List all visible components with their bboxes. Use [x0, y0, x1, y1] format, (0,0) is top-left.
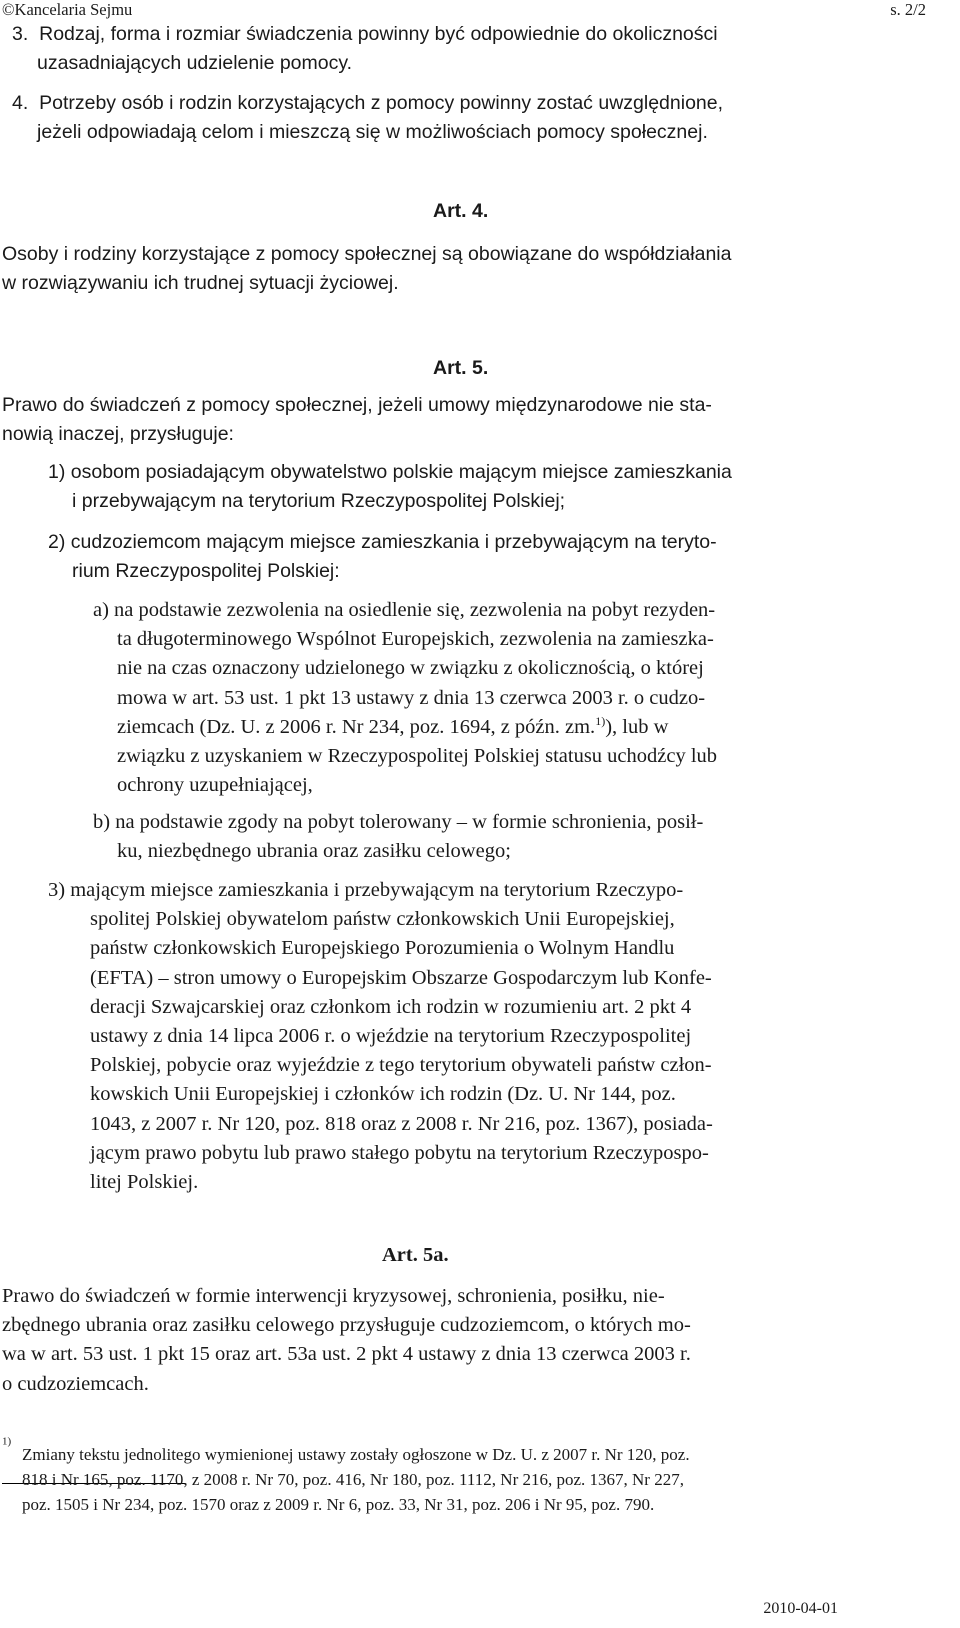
- art4-line: Osoby i rodziny korzystające z pomocy społecznej są obowiązane do współdziałania: [2, 243, 732, 265]
- art5-pa-line: mowa w art. 53 ust. 1 pkt 13 ustawy z dnia 13 czerwca 2003 r. o cudzo-: [117, 686, 706, 709]
- footnote-marker-wrap: [2, 1436, 11, 1456]
- art5-p2-line: rium Rzeczypospolitej Polskiej:: [72, 560, 340, 582]
- art3-item3-number: 3.: [12, 23, 29, 45]
- art3-item3-line: Rodzaj, forma i rozmiar świadczenia powinny być odpowiednie do okoliczności: [39, 23, 718, 45]
- art5a-text: [2, 1282, 847, 1399]
- art3-item4-line: jeżeli odpowiadają celom i mieszczą się w możliwościach pomocy społecznej.: [37, 121, 708, 143]
- art5-pa-line-tail: ), lub w: [605, 715, 669, 738]
- art3-item4: [12, 89, 842, 147]
- footnote-line: Zmiany tekstu jednolitego wymienionej ustawy zostały ogłoszone w Dz. U. z 2007 r. Nr 120, poz.: [22, 1445, 690, 1464]
- art5-point-3: [48, 876, 848, 1197]
- page-number: s. 2/2: [890, 0, 926, 19]
- art5a-heading: Art. 5a.: [382, 1244, 449, 1266]
- footnote-text: [22, 1442, 842, 1517]
- art5-point-2a: [93, 596, 843, 800]
- art5-p3-line: 3) mającym miejsce zamieszkania i przebywającym na terytorium Rzeczypo-: [48, 879, 684, 901]
- art4-heading: Art. 4.: [433, 200, 489, 222]
- art5-pa-line: nie na czas oznaczony udzielonego w związku z okolicznością, o której: [117, 657, 704, 680]
- art5-point-2: [48, 528, 848, 586]
- header-source: ©Kancelaria Sejmu: [2, 0, 133, 19]
- footer-date: 2010-04-01: [763, 1600, 838, 1617]
- art3-item4-number: 4.: [12, 92, 29, 114]
- art5-p3-line: (EFTA) – stron umowy o Europejskim Obszarze Gospodarczym lub Konfe-: [90, 966, 712, 989]
- art5a-line: wa w art. 53 ust. 1 pkt 15 oraz art. 53a ust. 2 pkt 4 ustawy z dnia 13 czerwca 2003 r.: [2, 1343, 691, 1366]
- art5-p3-line: spolitej Polskiej obywatelom państw członkowskich Unii Europejskiej,: [90, 908, 675, 931]
- footnote-line: poz. 1505 i Nr 234, poz. 1570 oraz z 2009 r. Nr 6, poz. 33, Nr 31, poz. 206 i Nr 95, poz. 790.: [22, 1495, 655, 1514]
- art5-intro-line: nowią inaczej, przysługuje:: [2, 423, 234, 445]
- art3-item3-line: uzasadniających udzielenie pomocy.: [37, 52, 353, 74]
- art5-heading: Art. 5.: [433, 357, 489, 379]
- art5-pa-line: ochrony uzupełniającej,: [117, 774, 313, 797]
- art5-p3-line: kowskich Unii Europejskiej i członków ich rodzin (Dz. U. Nr 144, poz.: [90, 1083, 676, 1106]
- art5-p3-line: jącym prawo pobytu lub prawo stałego pobytu na terytorium Rzeczypospo-: [90, 1141, 709, 1164]
- art5-pa-line: ziemcach (Dz. U. z 2006 r. Nr 234, poz. 1694, z późn. zm.: [117, 715, 596, 738]
- art5-pa-line: ta długoterminowego Wspólnot Europejskich, zezwolenia na zamieszka-: [117, 628, 714, 651]
- art5-pb-line: ku, niezbędnego ubrania oraz zasiłku celowego;: [117, 840, 511, 863]
- art3-item3: [12, 20, 842, 78]
- art5-pb-line: b) na podstawie zgody na pobyt tolerowany – w formie schronienia, posił-: [93, 811, 704, 833]
- art5-intro-line: Prawo do świadczeń z pomocy społecznej, jeżeli umowy międzynarodowe nie sta-: [2, 394, 712, 416]
- art5-p3-line: 1043, z 2007 r. Nr 120, poz. 818 oraz z 2008 r. Nr 216, poz. 1367), posiada-: [90, 1112, 713, 1135]
- art5-p3-line: ustawy z dnia 14 lipca 2006 r. o wjeździe na terytorium Rzeczypospolitej: [90, 1025, 692, 1048]
- art5a-line: o cudzoziemcach.: [2, 1372, 149, 1395]
- art5-p1-line: 1) osobom posiadającym obywatelstwo polskie mającym miejsce zamieszkania: [48, 461, 732, 483]
- art5-point-2b: [93, 808, 843, 866]
- art4-line: w rozwiązywaniu ich trudnej sytuacji życiowej.: [2, 272, 399, 294]
- art5-p3-line: państw członkowskich Europejskiego Porozumienia o Wolnym Handlu: [90, 937, 675, 960]
- footnote-line: 818 i Nr 165, poz. 1170, z 2008 r. Nr 70, poz. 416, Nr 180, poz. 1112, Nr 216, poz. 1367, Nr 227,: [22, 1470, 684, 1489]
- art5-intro: [2, 391, 842, 449]
- footnote-marker: 1): [2, 1435, 12, 1448]
- art5-p2-line: 2) cudzoziemcom mającym miejsce zamieszkania i przebywającym na teryto-: [48, 531, 717, 553]
- art5-pa-line: a) na podstawie zezwolenia na osiedlenie się, zezwolenia na pobyt rezyden-: [93, 599, 716, 621]
- art5-p1-line: i przebywającym na terytorium Rzeczypospolitej Polskiej;: [72, 490, 566, 512]
- art5a-line: zbędnego ubrania oraz zasiłku celowego przysługuje cudzoziemcom, o których mo-: [2, 1314, 691, 1337]
- art5-p3-line: litej Polskiej.: [90, 1171, 199, 1194]
- art5-point-1: [48, 458, 848, 516]
- art3-item4-line: Potrzeby osób i rodzin korzystających z pomocy powinny zostać uwzględnione,: [39, 92, 724, 114]
- footnote-reference[interactable]: 1): [595, 713, 606, 728]
- art5-p3-line: Polskiej, pobycie oraz wyjeździe z tego terytorium obywateli państw człon-: [90, 1054, 712, 1077]
- art5-pa-line: związku z uzyskaniem w Rzeczypospolitej Polskiej statusu uchodźcy lub: [117, 745, 718, 768]
- art4-text: [2, 240, 842, 298]
- art5-p3-line: deracji Szwajcarskiej oraz członkom ich rodzin w rozumieniu art. 2 pkt 4: [90, 995, 692, 1018]
- art5a-line: Prawo do świadczeń w formie interwencji kryzysowej, schronienia, posiłku, nie-: [2, 1285, 665, 1307]
